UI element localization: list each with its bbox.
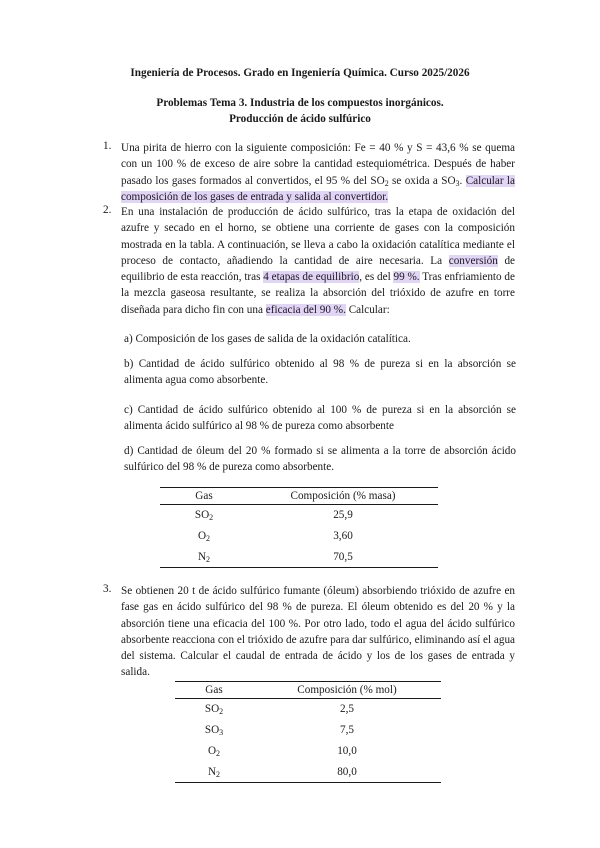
table-row: $SO_2$ 2,5 — [204, 703, 354, 717]
highlight: 99 %. — [393, 271, 420, 284]
table-row: $N_2$ 70,5 — [197, 550, 353, 564]
problems-title: Problemas Tema 3. Industria de los compuestos inorgánicos. — [156, 97, 444, 109]
col-header-composition: Composición (% masa) — [248, 488, 438, 505]
table-gas-mass — [160, 487, 438, 568]
question-a: a) Composición de los gases de salida de la oxidación catalítica. — [124, 333, 411, 345]
problem-2-number: 2. — [103, 204, 112, 216]
problems-subtitle: Producción de ácido sulfúrico — [229, 113, 371, 125]
table-gas-mol — [175, 681, 441, 783]
problem-1-text: Una pirita de hierro con la siguiente composición: Fe = 40 % y S = 43,6 % se quema con un 100 % de exceso de aire sobre la cantidad estequiométrica. Después de haber pasado los gases formados al convertidos, el 95 % del $SO_2$ se oxida a $SO_3$. Calcular la composición de los gases de entrada y salida al convertidor. — [121, 142, 516, 203]
highlight: eficacia del 90 %. — [265, 303, 346, 316]
highlight: Calcular la composición de los gases de entrada y salida al convertidor. — [121, 174, 516, 203]
problem-3-text: Se obtienen 20 t de ácido sulfúrico fumante (óleum) absorbiendo trióxido de azufre en fase gas en ácido sulfúrico del 98 % de pureza. El óleum obtenido es del 20 % y la absorción tiene una eficacia del 100 %. Por otro lado, todo el agua del ácido sulfúrico absorbente reacciona con el trióxido de azufre para dar sulfúrico, eliminando así el agua del sistema. Calcular el caudal de entrada de ácido y los de los gases de entrada y salida. — [121, 585, 515, 679]
table-row: $SO_2$ 25,9 — [194, 509, 353, 523]
highlight: conversión — [448, 254, 498, 267]
table-row: $SO_3$ 7,5 — [204, 724, 354, 737]
table-row: $O_2$ 10,0 — [207, 745, 357, 758]
table-row: $N_2$ 80,0 — [207, 765, 357, 779]
question-c: c) Cantidad de ácido sulfúrico obtenido al 100 % de pureza si en la absorción se alimenta ácido sulfúrico al 98 % de pureza como absorbente — [124, 404, 516, 432]
table-row: $O_2$ 3,60 — [197, 530, 353, 543]
col-header-gas: Gas — [175, 682, 253, 699]
problem-2-text: En una instalación de producción de ácido sulfúrico, tras la etapa de oxidación del azufre y secado en el horno, se obtiene una corriente de gases con la composición mostrada en la tabla. A continuación, se lleva a cabo la oxidación catalítica mediante el proceso de contacto, añadiendo la cantidad de aire necesaria. La conversión de equilibrio de esta reacción, tras 4 etapas de equilibrio, es del 99 %. Tras enfriamiento de la mezcla gaseosa resultante, se realiza la absorción del trióxido de azufre en torre diseñada para dicho fin con una eficacia del 90 %. Calcular: — [121, 206, 516, 316]
problem-3-number: 3. — [103, 583, 112, 595]
highlight: 4 etapas de equilibrio — [263, 271, 360, 284]
question-b: b) Cantidad de ácido sulfúrico obtenido al 98 % de pureza si en la absorción se alimenta agua como absorbente. — [124, 358, 516, 386]
course-header: Ingeniería de Procesos. Grado en Ingeniería Química. Curso 2025/2026 — [130, 67, 470, 79]
col-header-gas: Gas — [160, 488, 248, 505]
problem-1-number: 1. — [103, 140, 112, 152]
col-header-composition: Composición (% mol) — [253, 682, 441, 699]
question-d: d) Cantidad de óleum del 20 % formado si se alimenta a la torre de absorción ácido sulfúrico del 98 % de pureza como absorbente. — [124, 445, 516, 473]
